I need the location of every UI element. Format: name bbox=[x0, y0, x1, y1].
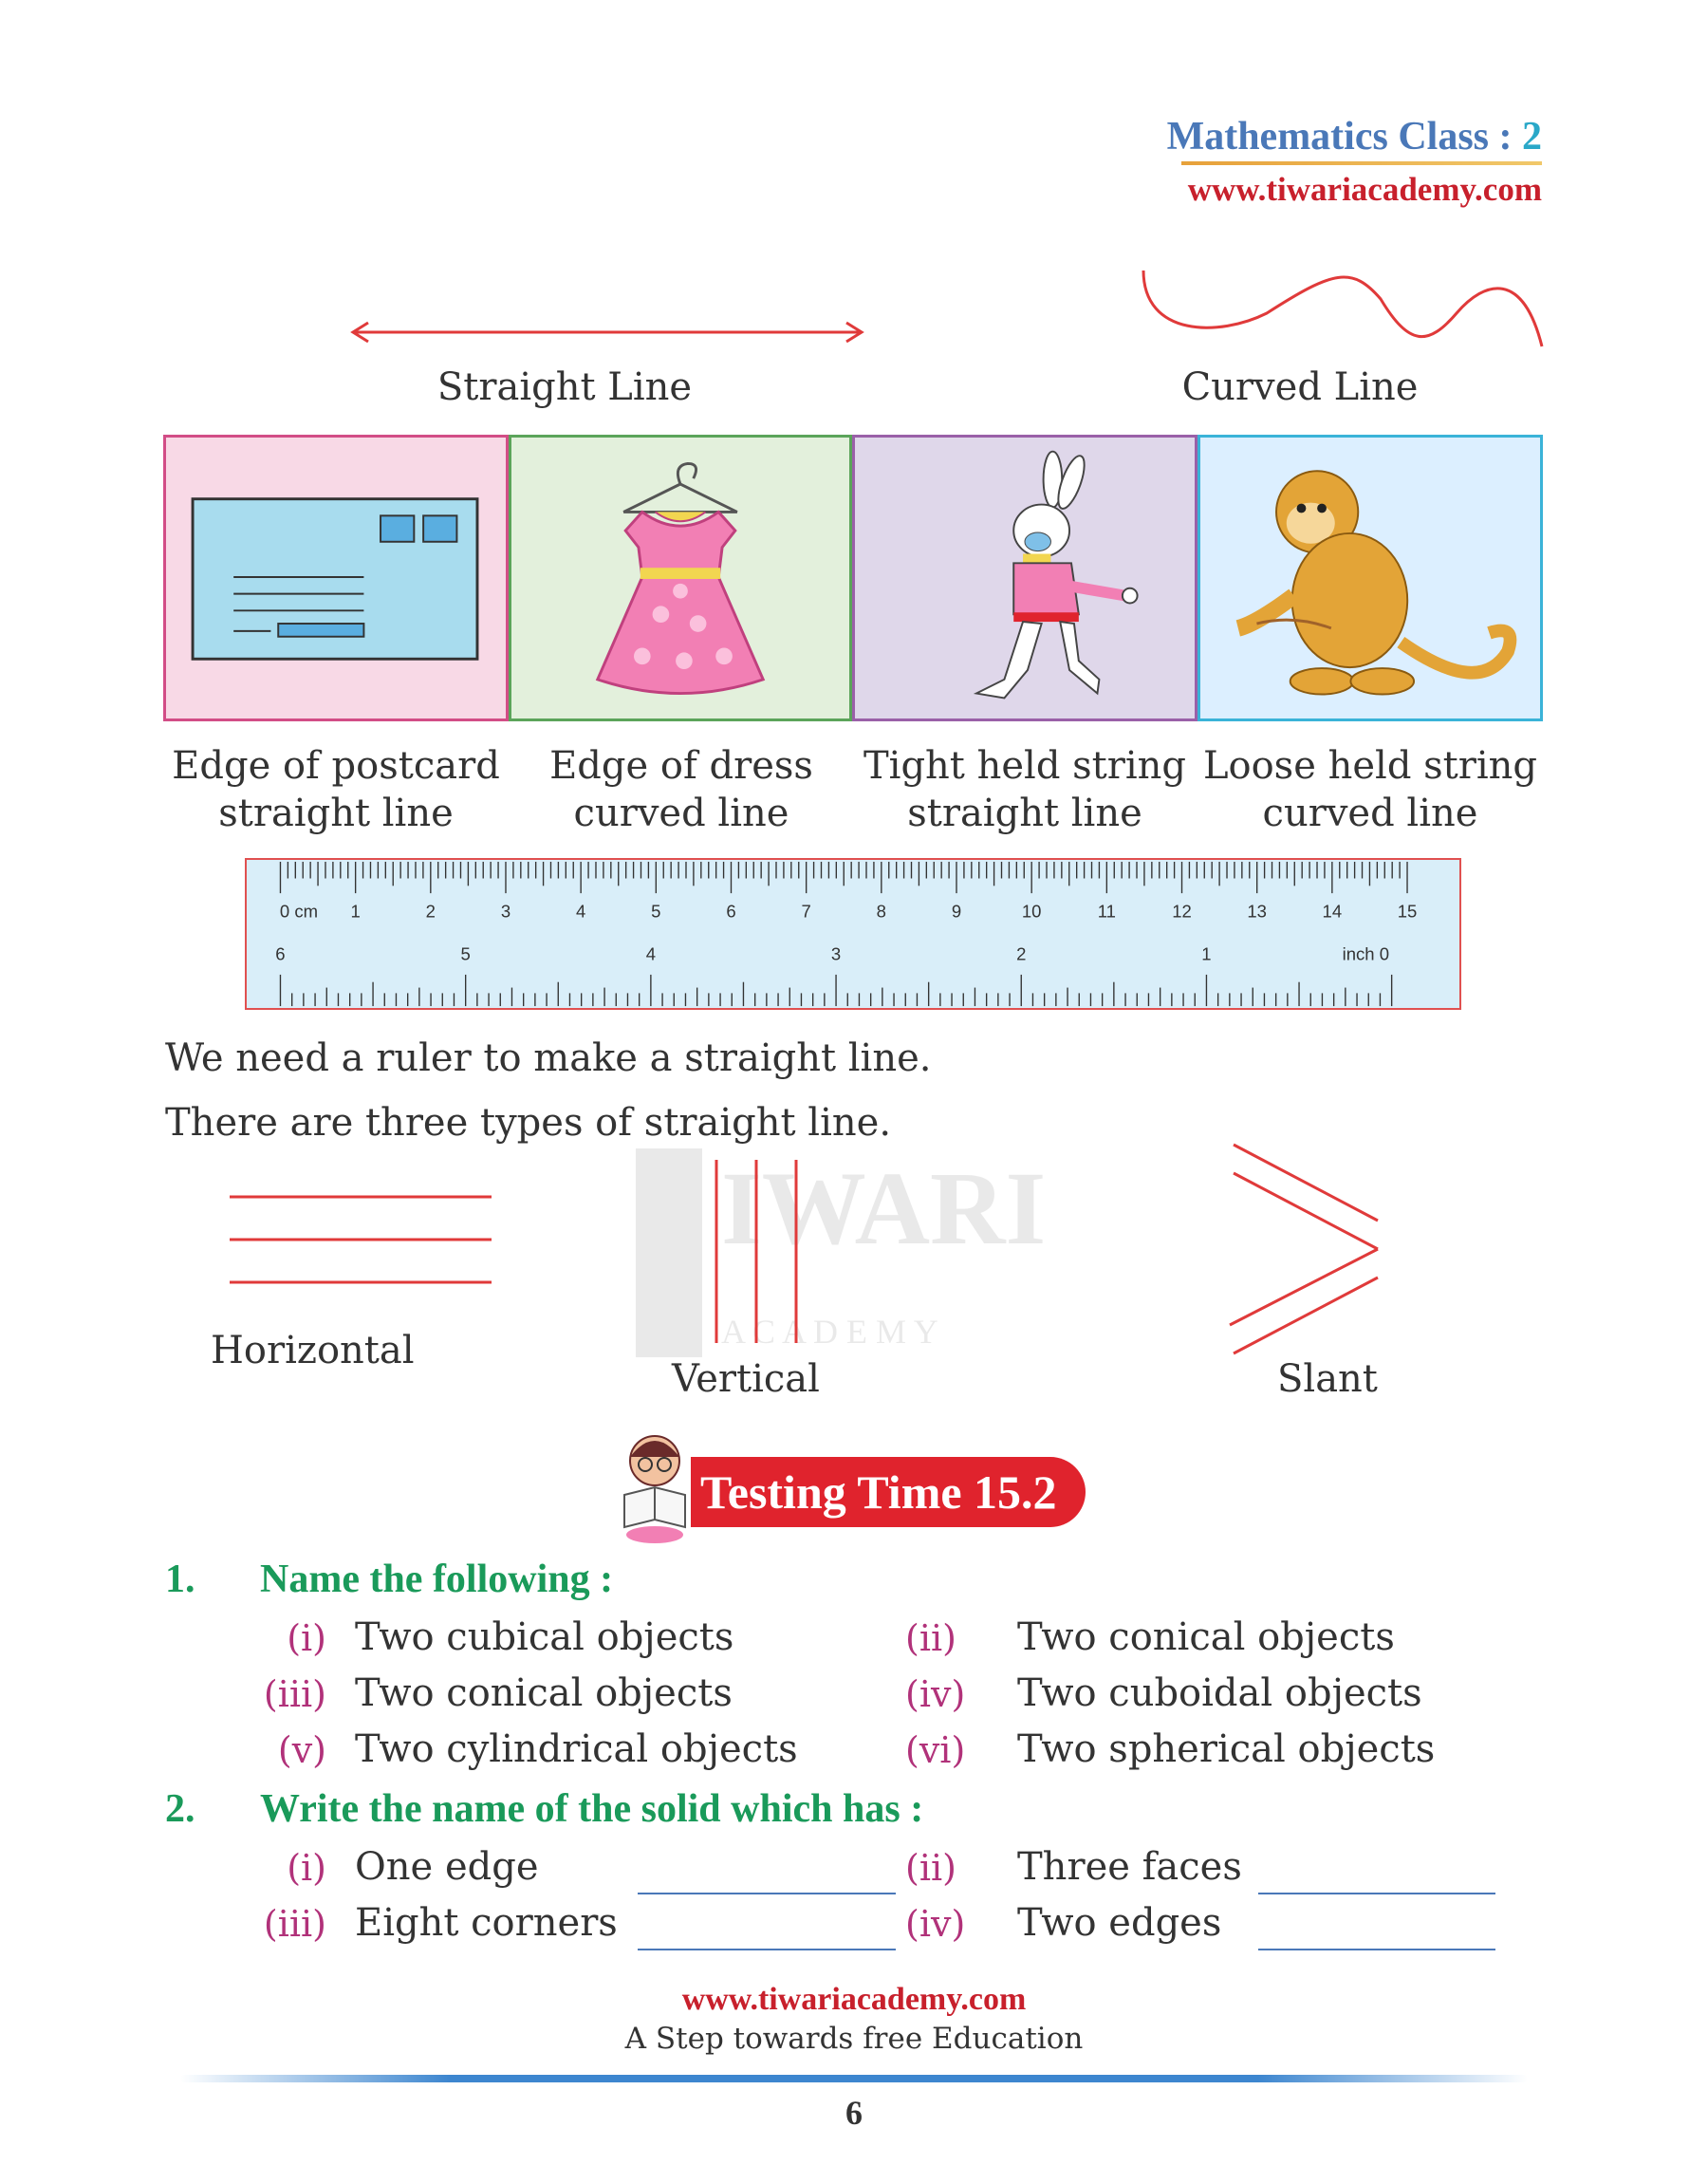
cm-label: 0 cm bbox=[279, 901, 319, 922]
cm-label: 14 bbox=[1322, 901, 1343, 922]
ruler-scale bbox=[247, 860, 1459, 1008]
q2-roman-iii: (iii) bbox=[263, 1903, 326, 1945]
q2-title: Write the name of the solid which has : bbox=[260, 1787, 924, 1831]
cm-label: 2 bbox=[425, 901, 436, 922]
q1-roman-i: (i) bbox=[287, 1617, 326, 1659]
footer-tagline: A Step towards free Education bbox=[624, 2022, 1084, 2056]
straight-line-label: Straight Line bbox=[436, 365, 693, 409]
footer-url[interactable]: www.tiwariacademy.com bbox=[681, 1982, 1027, 2017]
svg-text:A C A D E M Y: A C A D E M Y bbox=[721, 1313, 938, 1351]
postcard-illustration bbox=[166, 438, 506, 718]
horizontal-lines bbox=[228, 1182, 503, 1286]
ruler bbox=[245, 858, 1461, 1010]
q2-roman-ii: (ii) bbox=[905, 1847, 956, 1889]
q1-title: Name the following : bbox=[260, 1558, 614, 1601]
vertical-lines bbox=[707, 1158, 811, 1348]
class-number: 2 bbox=[1522, 115, 1542, 159]
inch-label: 4 bbox=[645, 943, 657, 964]
q2-roman-i: (i) bbox=[287, 1847, 326, 1889]
vertical-label: Vertical bbox=[672, 1357, 820, 1401]
q2-answer-blank-ii[interactable] bbox=[1258, 1893, 1495, 1894]
q2-answer-blank-i[interactable] bbox=[638, 1893, 896, 1894]
dress-caption: Edge of dress curved line bbox=[549, 744, 813, 835]
slant-lines bbox=[1224, 1139, 1385, 1357]
cm-label: 6 bbox=[726, 901, 736, 922]
cm-label: 8 bbox=[876, 901, 886, 922]
q1-roman-iv: (iv) bbox=[905, 1673, 966, 1715]
curved-line-label: Curved Line bbox=[1181, 365, 1419, 409]
inch-label: inch 0 bbox=[1342, 943, 1390, 964]
monkey-illustration bbox=[1200, 438, 1540, 718]
q1-number: 1. bbox=[165, 1558, 195, 1601]
monkey-panel bbox=[1197, 435, 1543, 721]
q1-item-ii: Two conical objects bbox=[1017, 1615, 1395, 1659]
ruler-sentence: We need a ruler to make a straight line. bbox=[165, 1036, 932, 1080]
curved-line bbox=[1134, 261, 1551, 365]
q2-item-i: One edge bbox=[355, 1845, 539, 1889]
q2-answer-blank-iii[interactable] bbox=[638, 1949, 896, 1950]
q1-item-iii: Two conical objects bbox=[355, 1671, 733, 1715]
header-title: Mathematics Class : 2 bbox=[1166, 115, 1542, 159]
postcard-panel bbox=[163, 435, 509, 721]
page-number: 6 bbox=[845, 2094, 863, 2132]
q1-item-i: Two cubical objects bbox=[355, 1615, 734, 1659]
q2-roman-iv: (iv) bbox=[905, 1903, 966, 1945]
cm-label: 4 bbox=[575, 901, 586, 922]
reading-girl-icon bbox=[615, 1428, 695, 1544]
inch-label: 2 bbox=[1016, 943, 1027, 964]
straight-line-arrow bbox=[342, 313, 873, 351]
inch-label: 1 bbox=[1201, 943, 1212, 964]
cm-label: 12 bbox=[1172, 901, 1192, 922]
q1-item-v: Two cylindrical objects bbox=[355, 1727, 798, 1771]
horizontal-label: Horizontal bbox=[211, 1329, 415, 1372]
monkey-caption: Loose held string curved line bbox=[1202, 744, 1538, 835]
rabbit-illustration bbox=[855, 438, 1195, 718]
inch-label: 5 bbox=[460, 943, 471, 964]
q1-roman-v: (v) bbox=[277, 1729, 326, 1771]
q1-item-iv: Two cuboidal objects bbox=[1017, 1671, 1422, 1715]
cm-label: 5 bbox=[651, 901, 661, 922]
q1-roman-ii: (ii) bbox=[905, 1617, 956, 1659]
header-underline bbox=[1181, 161, 1542, 165]
q2-item-ii: Three faces bbox=[1017, 1845, 1242, 1889]
svg-text:IWARI: IWARI bbox=[721, 1150, 1047, 1266]
cm-label: 15 bbox=[1397, 901, 1418, 922]
cm-label: 7 bbox=[801, 901, 811, 922]
tiwari-watermark bbox=[626, 1139, 1082, 1367]
cm-label: 10 bbox=[1021, 901, 1042, 922]
cm-label: 3 bbox=[500, 901, 511, 922]
inch-label: 3 bbox=[830, 943, 842, 964]
q1-roman-iii: (iii) bbox=[263, 1673, 326, 1715]
header-url[interactable]: www.tiwariacademy.com bbox=[1187, 171, 1542, 208]
testing-time-banner: Testing Time 15.2 bbox=[691, 1457, 1086, 1527]
q2-number: 2. bbox=[165, 1787, 195, 1831]
rabbit-panel bbox=[852, 435, 1197, 721]
cm-label: 13 bbox=[1247, 901, 1267, 922]
q2-item-iii: Eight corners bbox=[355, 1901, 618, 1945]
cm-label: 11 bbox=[1097, 901, 1116, 922]
postcard-caption: Edge of postcard straight line bbox=[172, 744, 500, 835]
slant-label: Slant bbox=[1277, 1357, 1378, 1401]
cm-label: 1 bbox=[350, 901, 361, 922]
q1-roman-vi: (vi) bbox=[905, 1729, 966, 1771]
footer-divider bbox=[180, 2075, 1528, 2082]
dress-illustration bbox=[511, 438, 849, 718]
q2-item-iv: Two edges bbox=[1017, 1901, 1222, 1945]
dress-panel bbox=[509, 435, 852, 721]
rabbit-caption: Tight held string straight line bbox=[863, 744, 1187, 835]
types-sentence: There are three types of straight line. bbox=[165, 1101, 892, 1145]
q1-item-vi: Two spherical objects bbox=[1017, 1727, 1436, 1771]
q2-answer-blank-iv[interactable] bbox=[1258, 1949, 1495, 1950]
inch-label: 6 bbox=[275, 943, 286, 964]
cm-label: 9 bbox=[951, 901, 962, 922]
